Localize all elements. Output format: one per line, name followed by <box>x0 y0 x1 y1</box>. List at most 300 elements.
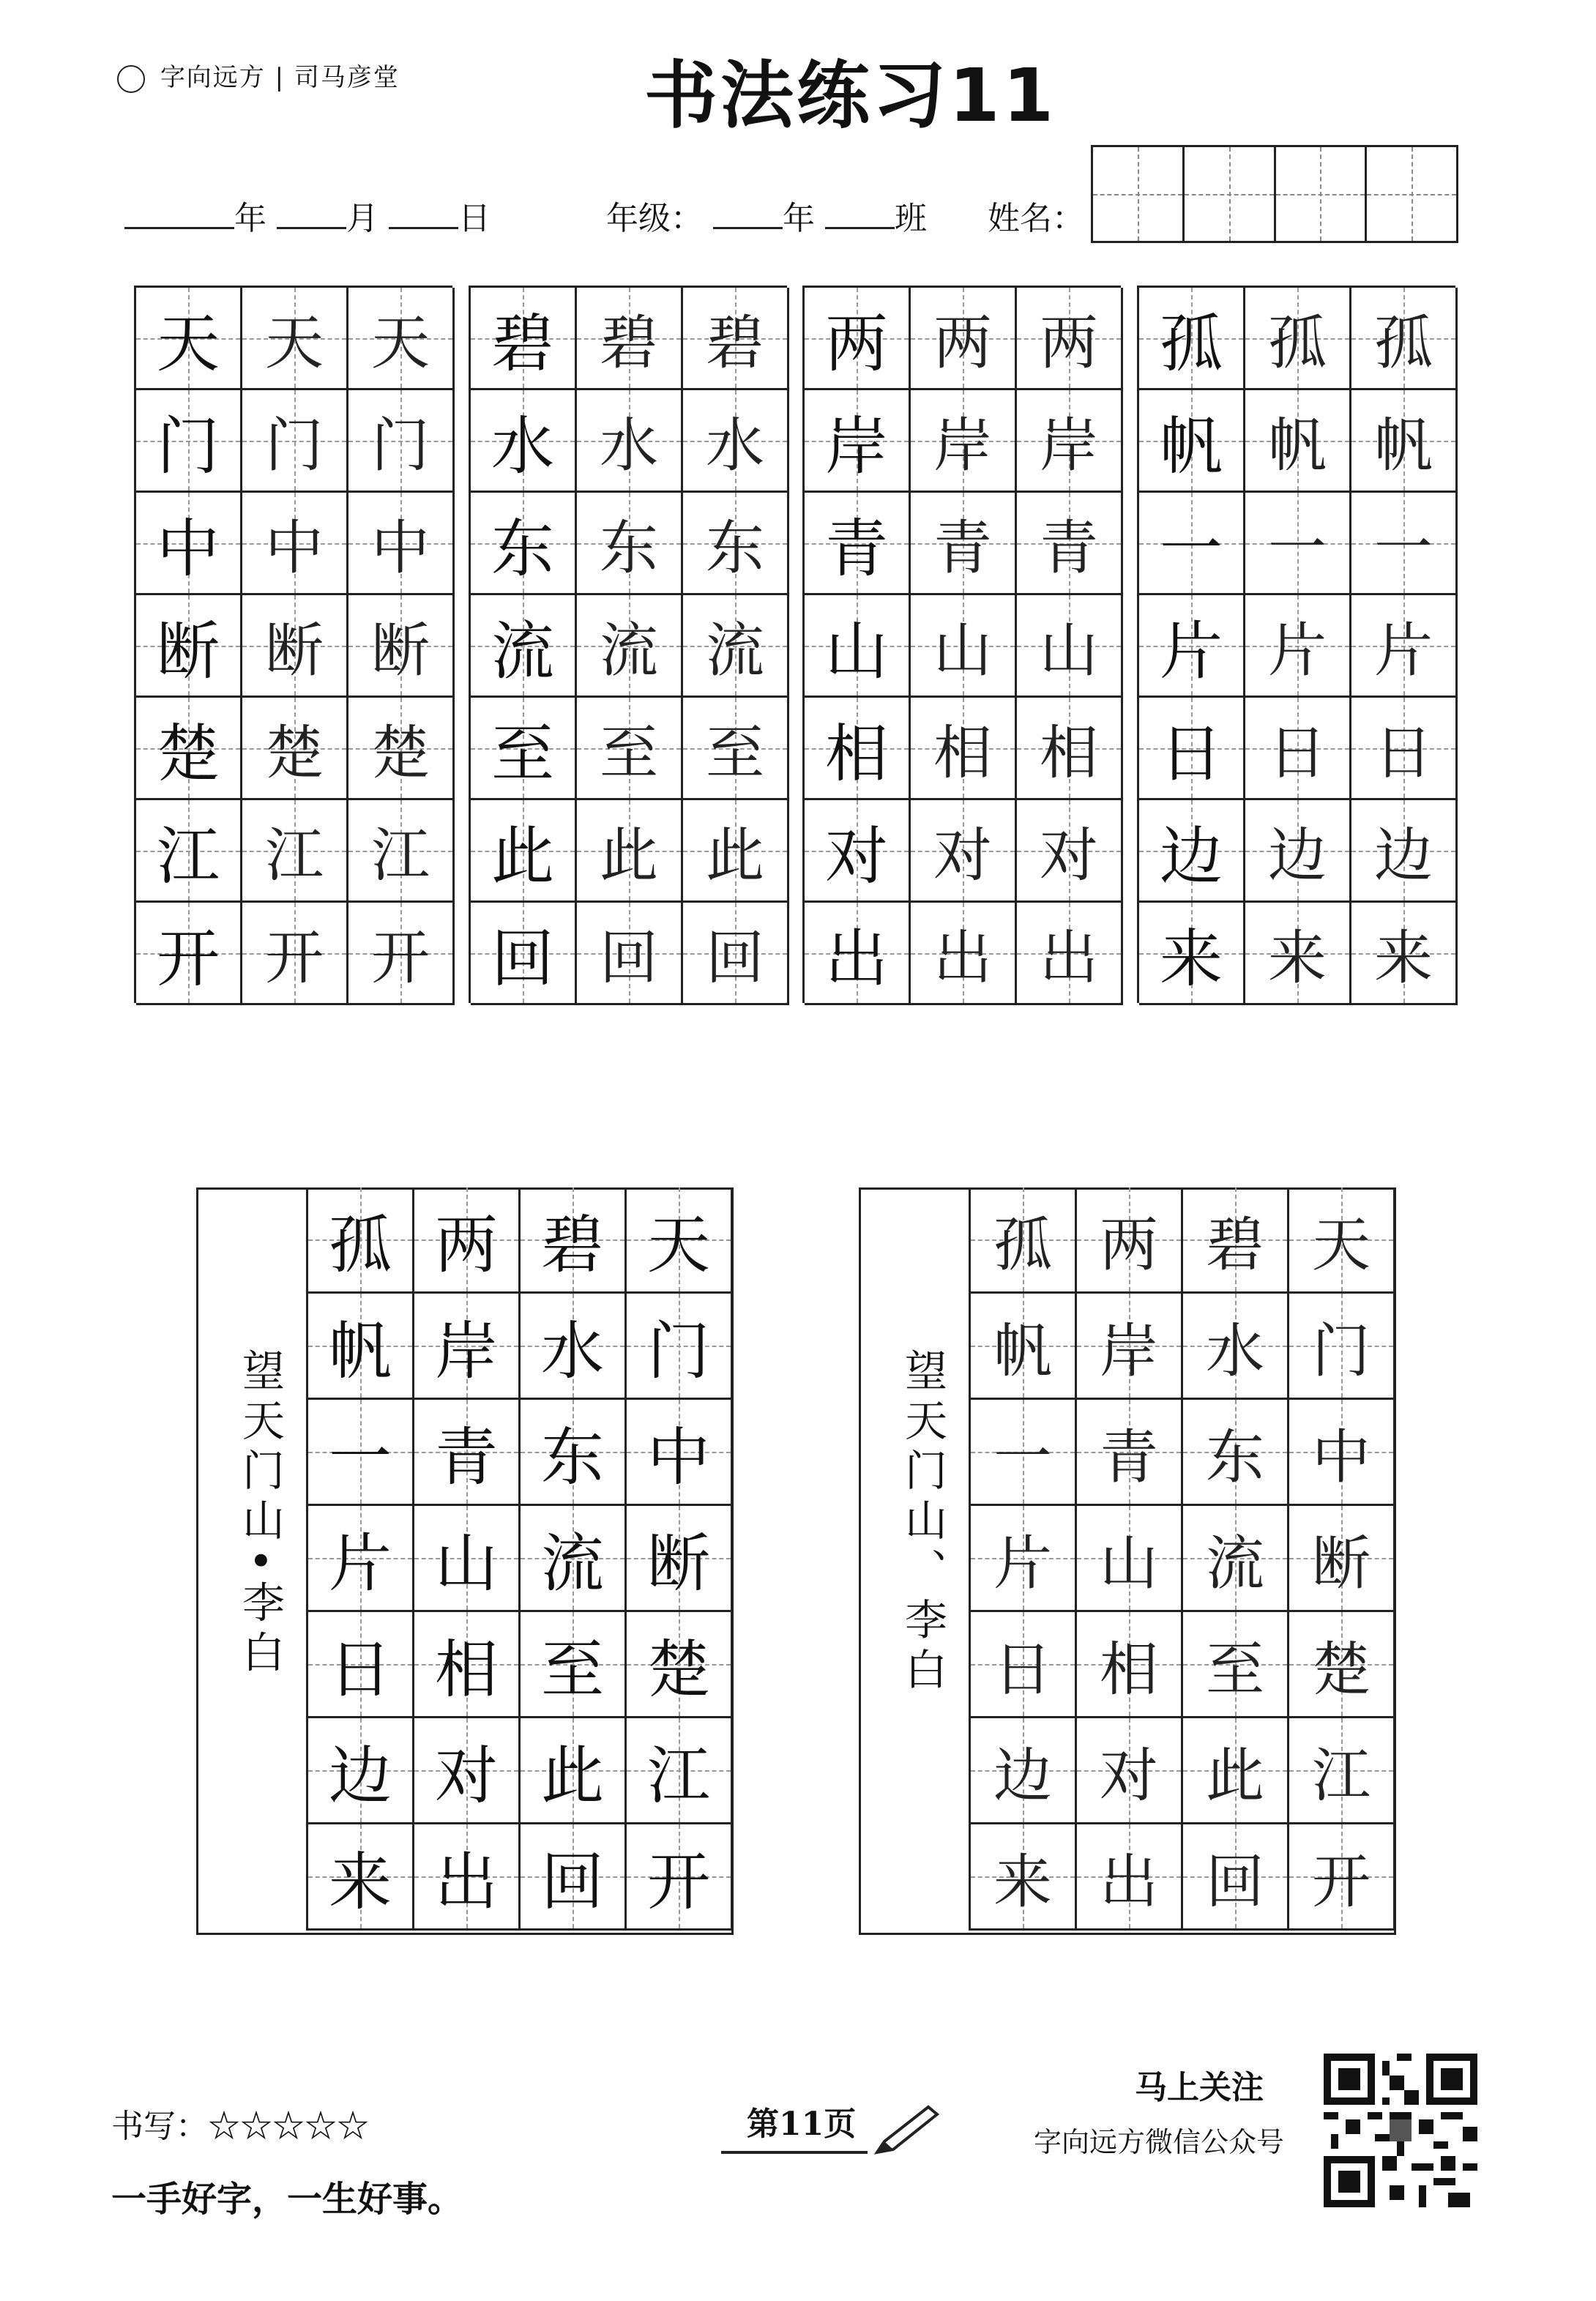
practice-char-cell[interactable] <box>1017 595 1123 698</box>
practice-char: 楚 <box>265 719 324 787</box>
poem-char: 水 <box>1206 1316 1264 1385</box>
poem-char: 东 <box>541 1421 604 1494</box>
poem-char: 门 <box>1312 1316 1371 1385</box>
poem-title-char: 门 <box>898 1448 947 1498</box>
poem-practice-cell[interactable] <box>1289 1506 1395 1612</box>
poem-practice-cell[interactable] <box>1077 1400 1183 1506</box>
practice-char-cell[interactable] <box>348 903 455 1005</box>
practice-char: 一 <box>1374 514 1433 582</box>
poem-practice-cell[interactable] <box>1183 1506 1289 1612</box>
poem-char: 江 <box>647 1739 710 1813</box>
poem-model-cell <box>308 1718 414 1824</box>
practice-char: 青 <box>933 514 992 582</box>
practice-char-cell[interactable] <box>1351 288 1458 390</box>
poem-practice-cell[interactable] <box>1183 1612 1289 1718</box>
model-char-cell <box>136 800 242 903</box>
practice-char-cell[interactable] <box>577 903 683 1005</box>
practice-char: 回 <box>600 924 658 992</box>
practice-char-cell[interactable] <box>683 698 789 800</box>
practice-char-cell[interactable] <box>1351 903 1458 1005</box>
pen-icon <box>870 2101 943 2160</box>
model-char: 边 <box>1160 819 1223 893</box>
poem-model-cell <box>414 1612 521 1718</box>
name-box-cell[interactable] <box>1093 147 1185 241</box>
practice-char-cell[interactable] <box>348 288 455 390</box>
poem-char: 青 <box>1100 1422 1158 1491</box>
model-char: 相 <box>825 717 888 791</box>
practice-char-cell[interactable] <box>1351 595 1458 698</box>
poem-practice-cell[interactable] <box>1183 1187 1289 1294</box>
poem-model-cell <box>308 1187 414 1294</box>
model-char-cell <box>805 493 911 595</box>
poem-char: 对 <box>435 1739 498 1813</box>
practice-char: 江 <box>371 821 430 890</box>
poem-char: 门 <box>647 1315 710 1388</box>
poem-grid <box>969 1187 1393 1931</box>
year-label: 年 <box>234 200 266 237</box>
poem-char: 断 <box>1312 1529 1371 1597</box>
model-char: 流 <box>491 614 554 688</box>
poem-model-cell <box>414 1187 521 1294</box>
poem-char: 断 <box>647 1527 710 1600</box>
poem-title-char: 李 <box>235 1580 285 1630</box>
poem-char: 流 <box>1206 1529 1264 1597</box>
model-char-cell <box>136 288 242 390</box>
poem-char: 日 <box>993 1635 1052 1704</box>
day-label: 日 <box>458 200 491 237</box>
practice-char-cell[interactable] <box>1351 698 1458 800</box>
practice-char: 来 <box>1374 924 1433 992</box>
poem-model-cell <box>627 1400 733 1506</box>
poem-practice-cell[interactable] <box>971 1824 1077 1931</box>
practice-char-cell[interactable] <box>1245 288 1351 390</box>
practice-char-cell[interactable] <box>1351 493 1458 595</box>
practice-char-cell[interactable] <box>242 390 348 493</box>
poem-char: 帆 <box>993 1316 1052 1385</box>
poem-char: 对 <box>1100 1741 1158 1810</box>
poem-model-cell <box>308 1612 414 1718</box>
rating: 书写：☆☆☆☆☆ <box>111 2108 369 2145</box>
model-char-cell <box>136 493 242 595</box>
poem-char: 片 <box>993 1529 1052 1597</box>
model-char-cell <box>1139 493 1245 595</box>
model-char-cell <box>1139 903 1245 1005</box>
model-char-cell <box>136 390 242 493</box>
practice-char-cell[interactable] <box>1245 698 1351 800</box>
model-char: 门 <box>157 409 220 483</box>
practice-char: 帆 <box>1374 411 1433 480</box>
poem-practice-cell[interactable] <box>1077 1506 1183 1612</box>
grade-label: 年级： <box>606 200 703 237</box>
poem-practice-cell[interactable] <box>1077 1187 1183 1294</box>
month-label: 月 <box>346 200 379 237</box>
practice-char: 日 <box>1374 719 1433 787</box>
model-char-cell <box>471 698 577 800</box>
poem-char: 来 <box>993 1847 1052 1916</box>
poem-char: 开 <box>647 1846 710 1919</box>
model-char: 碧 <box>491 307 554 381</box>
poem-practice-cell[interactable] <box>1289 1824 1395 1931</box>
poem-char: 岸 <box>1100 1316 1158 1385</box>
practice-char: 岸 <box>1040 411 1098 480</box>
model-char: 水 <box>491 409 554 483</box>
practice-char-cell[interactable] <box>1351 800 1458 903</box>
practice-char-cell[interactable] <box>242 800 348 903</box>
model-char: 至 <box>491 717 554 791</box>
model-char: 楚 <box>157 717 220 791</box>
practice-char: 楚 <box>371 719 430 787</box>
practice-char: 碧 <box>600 309 658 377</box>
poem-title-char: 门 <box>235 1448 285 1498</box>
practice-char-cell[interactable] <box>1017 698 1123 800</box>
model-char-cell <box>471 390 577 493</box>
model-char-cell <box>471 800 577 903</box>
poem-practice-cell[interactable] <box>1183 1824 1289 1931</box>
poem-char: 来 <box>329 1846 392 1919</box>
poem-title-char: 白 <box>235 1630 285 1680</box>
poem-practice-cell[interactable] <box>971 1718 1077 1824</box>
poem-char: 边 <box>993 1741 1052 1810</box>
practice-char: 边 <box>1268 821 1327 890</box>
model-char: 中 <box>157 512 220 586</box>
practice-char-cell[interactable] <box>577 698 683 800</box>
poem-practice-cell[interactable] <box>1183 1294 1289 1400</box>
model-char-cell <box>136 595 242 698</box>
poem-char: 回 <box>541 1846 604 1919</box>
poem-char: 孤 <box>993 1210 1052 1279</box>
poem-model-cell <box>308 1400 414 1506</box>
poem-char: 回 <box>1206 1847 1264 1916</box>
practice-char: 孤 <box>1374 309 1433 377</box>
practice-char-cell[interactable] <box>683 390 789 493</box>
practice-char-cell[interactable] <box>348 493 455 595</box>
model-char-cell <box>471 903 577 1005</box>
practice-char-cell[interactable] <box>1245 595 1351 698</box>
model-char: 断 <box>157 614 220 688</box>
poem-practice-cell[interactable] <box>1289 1400 1395 1506</box>
name-label: 姓名： <box>988 200 1084 237</box>
practice-char: 流 <box>600 616 658 685</box>
poem-char: 一 <box>329 1421 392 1494</box>
model-char-cell <box>1139 288 1245 390</box>
poem-char: 山 <box>1100 1529 1158 1597</box>
practice-char-cell[interactable] <box>683 288 789 390</box>
practice-char-cell[interactable] <box>911 390 1017 493</box>
poem-model-cell <box>308 1824 414 1931</box>
practice-char: 中 <box>371 514 430 582</box>
poem-model-cell <box>414 1824 521 1931</box>
poem-practice-cell[interactable] <box>1289 1294 1395 1400</box>
practice-char-cell[interactable] <box>911 800 1017 903</box>
model-char-cell <box>805 390 911 493</box>
poem-char: 出 <box>435 1846 498 1919</box>
poem-model-cell <box>627 1612 733 1718</box>
poem-title-char: 白 <box>898 1647 947 1697</box>
practice-char: 青 <box>1040 514 1098 582</box>
poem-practice-cell[interactable] <box>1289 1187 1395 1294</box>
model-char: 帆 <box>1160 409 1223 483</box>
model-char-cell <box>805 595 911 698</box>
practice-char: 东 <box>706 514 764 582</box>
model-char: 片 <box>1160 614 1223 688</box>
practice-char-cell[interactable] <box>683 493 789 595</box>
practice-char-cell[interactable] <box>1017 288 1123 390</box>
model-char-cell <box>1139 595 1245 698</box>
poem-char: 碧 <box>541 1209 604 1282</box>
brand-logo <box>117 57 400 93</box>
poem-model-cell <box>627 1824 733 1931</box>
practice-char-cell[interactable] <box>1017 493 1123 595</box>
practice-char: 至 <box>600 719 658 787</box>
practice-char-cell[interactable] <box>1245 903 1351 1005</box>
practice-char-cell[interactable] <box>242 288 348 390</box>
practice-char-cell[interactable] <box>348 390 455 493</box>
name-box-cell[interactable] <box>1185 147 1276 241</box>
practice-char: 断 <box>265 616 324 685</box>
poem-practice-cell[interactable] <box>1289 1612 1395 1718</box>
practice-char-cell[interactable] <box>911 698 1017 800</box>
poem-model-cell <box>414 1400 521 1506</box>
poem-practice-cell[interactable] <box>1183 1400 1289 1506</box>
practice-char-cell[interactable] <box>348 595 455 698</box>
practice-block <box>469 286 787 1003</box>
poem-title-char: 天 <box>898 1398 947 1448</box>
model-char: 来 <box>1160 922 1223 996</box>
practice-char-cell[interactable] <box>242 595 348 698</box>
practice-char: 边 <box>1374 821 1433 890</box>
practice-char-cell[interactable] <box>577 288 683 390</box>
practice-char-cell[interactable] <box>348 800 455 903</box>
practice-char: 片 <box>1374 616 1433 685</box>
poem-char: 片 <box>329 1527 392 1600</box>
practice-char: 相 <box>1040 719 1098 787</box>
poem-char: 碧 <box>1206 1210 1264 1279</box>
practice-char-cell[interactable] <box>1017 390 1123 493</box>
practice-char: 岸 <box>933 411 992 480</box>
practice-block <box>134 286 452 1003</box>
name-box-cell[interactable] <box>1276 147 1368 241</box>
poem-char: 流 <box>541 1527 604 1600</box>
poem-model-cell <box>627 1294 733 1400</box>
qr-code-icon[interactable] <box>1324 2054 1477 2207</box>
model-char-cell <box>1139 698 1245 800</box>
poem-model-cell <box>521 1294 627 1400</box>
poem-char: 至 <box>1206 1635 1264 1704</box>
model-char-cell <box>1139 800 1245 903</box>
wechat-label: 字向远方微信公众号 <box>1034 2126 1285 2158</box>
practice-char: 山 <box>933 616 992 685</box>
poem-char: 楚 <box>647 1633 710 1707</box>
poem-title-char: 、 <box>898 1548 947 1597</box>
poem-model-cell <box>521 1506 627 1612</box>
model-char: 此 <box>491 819 554 893</box>
poem-char: 江 <box>1312 1741 1371 1810</box>
model-char-cell <box>136 903 242 1005</box>
poem-practice-cell[interactable] <box>1289 1718 1395 1824</box>
poem-char: 相 <box>435 1633 498 1707</box>
practice-char: 对 <box>933 821 992 890</box>
poem-model-cell <box>627 1718 733 1824</box>
practice-char: 出 <box>1040 924 1098 992</box>
model-char: 山 <box>825 614 888 688</box>
poem-char: 水 <box>541 1315 604 1388</box>
model-char-cell <box>471 288 577 390</box>
practice-char: 门 <box>371 411 430 480</box>
poem-char: 中 <box>647 1421 710 1494</box>
poem-char: 孤 <box>329 1209 392 1282</box>
practice-char: 水 <box>706 411 764 480</box>
model-char: 江 <box>157 819 220 893</box>
practice-char: 天 <box>265 309 324 377</box>
practice-char-cell[interactable] <box>242 903 348 1005</box>
practice-char-cell[interactable] <box>1245 800 1351 903</box>
poem-char: 此 <box>1206 1741 1264 1810</box>
poem-char: 相 <box>1100 1635 1158 1704</box>
brand-text: 字向远方 | 司马彦堂 <box>160 63 400 92</box>
model-char-cell <box>136 698 242 800</box>
model-char: 日 <box>1160 717 1223 791</box>
poem-char: 至 <box>541 1633 604 1707</box>
poem-model-cell <box>627 1506 733 1612</box>
poem-char: 天 <box>647 1209 710 1282</box>
model-char-cell <box>1139 390 1245 493</box>
page-title: 书法练习11 <box>644 53 1057 138</box>
practice-char: 帆 <box>1268 411 1327 480</box>
poem-model-cell <box>521 1824 627 1931</box>
practice-char: 对 <box>1040 821 1098 890</box>
practice-char: 此 <box>706 821 764 890</box>
poem-practice-cell[interactable] <box>1077 1718 1183 1824</box>
practice-char: 两 <box>933 309 992 377</box>
practice-char: 孤 <box>1268 309 1327 377</box>
practice-char: 门 <box>265 411 324 480</box>
poem-grid <box>306 1187 731 1931</box>
practice-char-cell[interactable] <box>683 595 789 698</box>
poem-title <box>229 1349 291 1679</box>
grade-year-label: 年 <box>783 200 815 237</box>
practice-char-cell[interactable] <box>911 493 1017 595</box>
practice-char: 一 <box>1268 514 1327 582</box>
practice-char-cell[interactable] <box>1245 493 1351 595</box>
practice-char-cell[interactable] <box>683 903 789 1005</box>
model-char: 对 <box>825 819 888 893</box>
poem-char: 中 <box>1312 1422 1371 1491</box>
practice-char-cell[interactable] <box>577 800 683 903</box>
practice-char: 天 <box>371 309 430 377</box>
practice-char: 开 <box>371 924 430 992</box>
practice-char: 相 <box>933 719 992 787</box>
poem-char: 两 <box>1100 1210 1158 1279</box>
poem-char: 青 <box>435 1421 498 1494</box>
poem-model-cell <box>627 1187 733 1294</box>
model-char: 孤 <box>1160 307 1223 381</box>
poem-model-cell <box>414 1506 521 1612</box>
motto: 一手好字，一生好事。 <box>111 2179 463 2220</box>
poem-title-char: 望 <box>898 1349 947 1398</box>
poem-char: 楚 <box>1312 1635 1371 1704</box>
model-char: 青 <box>825 512 888 586</box>
poem-title-char: 天 <box>235 1398 285 1448</box>
poem-practice-cell[interactable] <box>971 1294 1077 1400</box>
poem-model-cell <box>308 1294 414 1400</box>
poem-practice-cell[interactable] <box>1077 1294 1183 1400</box>
practice-char: 片 <box>1268 616 1327 685</box>
practice-block <box>802 286 1121 1003</box>
model-char: 开 <box>157 922 220 996</box>
practice-char-cell[interactable] <box>1017 800 1123 903</box>
practice-char: 东 <box>600 514 658 582</box>
poem-practice-cell[interactable] <box>971 1187 1077 1294</box>
model-char-cell <box>471 493 577 595</box>
poem-practice-cell[interactable] <box>1077 1612 1183 1718</box>
poem-model-cell <box>521 1187 627 1294</box>
poem-model-cell <box>308 1506 414 1612</box>
poem-practice-cell[interactable] <box>971 1506 1077 1612</box>
poem-model-cell <box>414 1718 521 1824</box>
poem-model-cell <box>521 1718 627 1824</box>
practice-char: 日 <box>1268 719 1327 787</box>
practice-char: 碧 <box>706 309 764 377</box>
page-underline <box>721 2151 868 2154</box>
page-number: 第11页 <box>747 2106 857 2143</box>
model-char-cell <box>805 800 911 903</box>
poem-title-char: 山 <box>898 1498 947 1548</box>
poem-model-cell <box>414 1294 521 1400</box>
practice-char-cell[interactable] <box>577 493 683 595</box>
poem-practice-cell[interactable] <box>971 1612 1077 1718</box>
poem-title-char: 望 <box>235 1349 285 1398</box>
poem-char: 岸 <box>435 1315 498 1388</box>
practice-char: 两 <box>1040 309 1098 377</box>
practice-char-cell[interactable] <box>911 903 1017 1005</box>
poem-practice-cell[interactable] <box>1077 1824 1183 1931</box>
practice-char-cell[interactable] <box>242 493 348 595</box>
practice-char-cell[interactable] <box>348 698 455 800</box>
model-char: 一 <box>1160 512 1223 586</box>
practice-char-cell[interactable] <box>911 288 1017 390</box>
practice-char-cell[interactable] <box>911 595 1017 698</box>
model-char: 回 <box>491 922 554 996</box>
practice-char: 至 <box>706 719 764 787</box>
practice-char: 流 <box>706 616 764 685</box>
practice-char-cell[interactable] <box>577 390 683 493</box>
practice-char-cell[interactable] <box>1351 390 1458 493</box>
name-box[interactable] <box>1091 145 1458 243</box>
model-char-cell <box>805 288 911 390</box>
model-char-cell <box>805 903 911 1005</box>
practice-char-cell[interactable] <box>1017 903 1123 1005</box>
student-info-line <box>124 192 1084 239</box>
practice-char-cell[interactable] <box>683 800 789 903</box>
practice-char-cell[interactable] <box>242 698 348 800</box>
model-char: 出 <box>825 922 888 996</box>
poem-practice-cell[interactable] <box>1183 1718 1289 1824</box>
practice-char: 水 <box>600 411 658 480</box>
practice-char: 出 <box>933 924 992 992</box>
poem-char: 两 <box>435 1209 498 1282</box>
poem-model-cell <box>521 1612 627 1718</box>
poem-practice-cell[interactable] <box>971 1400 1077 1506</box>
practice-char-cell[interactable] <box>1245 390 1351 493</box>
model-char-cell <box>805 698 911 800</box>
name-box-cell[interactable] <box>1367 147 1456 241</box>
practice-char-cell[interactable] <box>577 595 683 698</box>
practice-block <box>1137 286 1455 1003</box>
model-char-cell <box>471 595 577 698</box>
model-char: 岸 <box>825 409 888 483</box>
poem-title <box>892 1349 953 1697</box>
poem-char: 开 <box>1312 1847 1371 1916</box>
